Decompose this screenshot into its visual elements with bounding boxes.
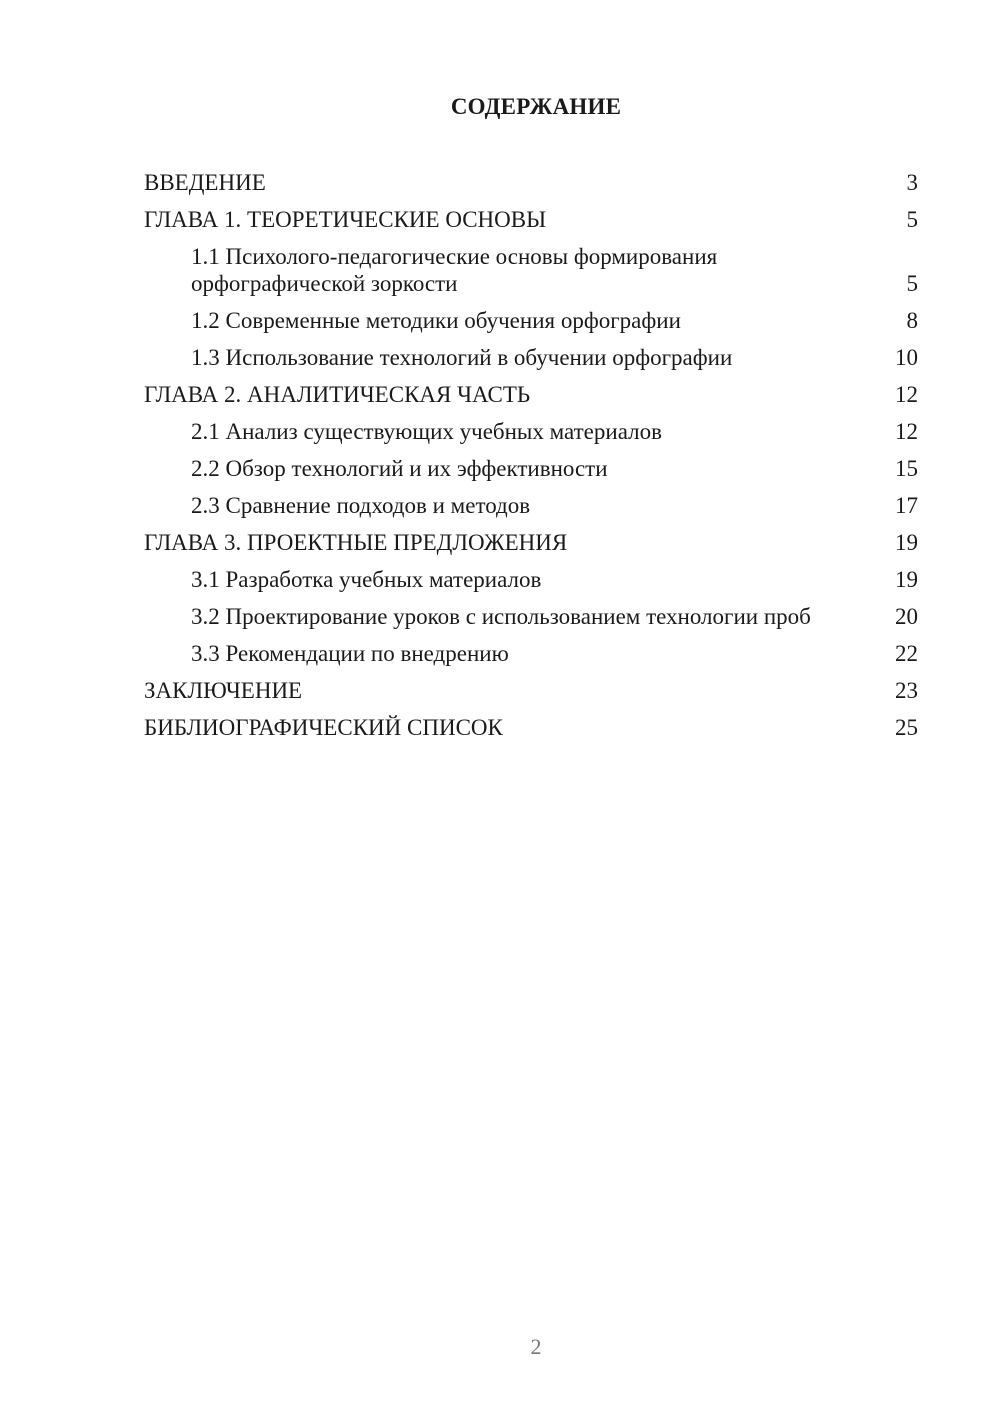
toc-entry-section-3-2 [144, 603, 918, 630]
toc-entry-title: 2.2 Обзор технологий и их эффективности [191, 456, 608, 481]
toc-entry-bibliography [144, 714, 918, 741]
toc-entry-section-2-3 [144, 492, 918, 519]
toc-entry-title: 1.1 Психолого-педагогические основы формирования орфографической зоркости [191, 244, 718, 296]
toc-entry-title: 2.3 Сравнение подходов и методов [191, 493, 531, 518]
toc-entry-title: ГЛАВА 1. ТЕОРЕТИЧЕСКИЕ ОСНОВЫ [144, 207, 547, 232]
toc-entry-section-1-2 [144, 307, 918, 334]
toc-entry-title: ГЛАВА 2. АНАЛИТИЧЕСКАЯ ЧАСТЬ [144, 382, 531, 407]
toc-entry-page: 23 [895, 678, 918, 703]
toc-entry-chapter-2 [144, 381, 918, 408]
toc-entry-section-1-1 [144, 243, 918, 297]
toc-entry-page: 3 [906, 170, 918, 195]
toc-entry-section-3-1 [144, 566, 918, 593]
toc-entry-title: 3.3 Рекомендации по внедрению [191, 641, 509, 666]
toc-entry-page: 10 [895, 345, 918, 370]
toc-entry-title: ВВЕДЕНИЕ [144, 170, 266, 195]
toc-entry-page: 12 [895, 419, 918, 444]
toc-entry-page: 5 [906, 207, 918, 232]
toc-entry-introduction [144, 169, 918, 196]
toc-entry-section-2-1 [144, 418, 918, 445]
toc-entry-title: 1.3 Использование технологий в обучении орфографии [191, 345, 733, 370]
toc-entry-page: 19 [895, 567, 918, 592]
toc-entry-page: 25 [895, 715, 918, 740]
toc-entry-section-3-3 [144, 640, 918, 667]
page-title: СОДЕРЖАНИЕ [450, 94, 622, 119]
toc-entry-page: 12 [895, 382, 918, 407]
toc-entry-title: ЗАКЛЮЧЕНИЕ [144, 678, 303, 703]
toc-entry-title: ГЛАВА 3. ПРОЕКТНЫЕ ПРЕДЛОЖЕНИЯ [144, 530, 568, 555]
toc-entry-page: 17 [895, 493, 918, 518]
toc-entry-page: 15 [895, 456, 918, 481]
toc-entry-conclusion [144, 677, 918, 704]
toc-entry-page: 20 [895, 604, 918, 629]
toc-entry-page: 5 [906, 271, 918, 296]
toc-entry-title: 1.2 Современные методики обучения орфографии [191, 308, 681, 333]
toc-entry-chapter-1 [144, 206, 918, 233]
toc-entry-title: 2.1 Анализ существующих учебных материалов [191, 419, 662, 444]
toc-entry-page: 19 [895, 530, 918, 555]
page-number: 2 [530, 1334, 542, 1359]
toc-entry-page: 22 [895, 641, 918, 666]
toc-entry-section-1-3 [144, 344, 918, 371]
toc-entry-title: 3.1 Разработка учебных материалов [191, 567, 542, 592]
toc-entry-chapter-3 [144, 529, 918, 556]
toc-entry-title: БИБЛИОГРАФИЧЕСКИЙ СПИСОК [144, 715, 503, 740]
toc-entry-page: 8 [906, 308, 918, 333]
toc-entry-title: 3.2 Проектирование уроков с использованием технологии проб [191, 604, 811, 629]
toc-entry-section-2-2 [144, 455, 918, 482]
table-of-contents [144, 169, 918, 751]
